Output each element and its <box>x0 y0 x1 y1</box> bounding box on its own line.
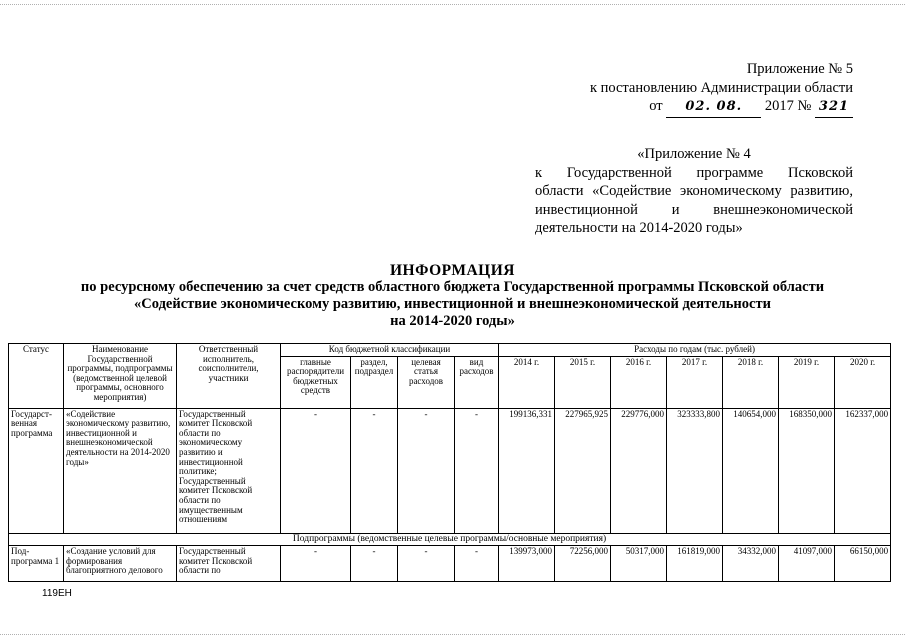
header-target-item: целевая статья расходов <box>398 356 455 408</box>
header-executor: Ответственный исполнитель, соисполнители, участники <box>177 344 281 409</box>
subprograms-heading: Подпрограммы (ведомственные целевые программы/основные мероприятия) <box>9 533 891 546</box>
header-expense-type: вид расходов <box>455 356 499 408</box>
header-year-2016: 2016 г. <box>611 356 667 408</box>
appendix-5-date-line <box>523 97 853 118</box>
row-executor: Государственный комитет Псковской области по <box>177 546 281 582</box>
row-code-type: - <box>455 546 499 582</box>
appendix-5-resolution: к постановлению Администрации области <box>589 79 853 96</box>
header-name: Наименование Государственной программы, подпрограммы (ведомственной целевой программы, основного мероприятия) <box>64 344 177 409</box>
row-name: «Создание условий для формирования благоприятного делового <box>64 546 177 582</box>
row-value-2017: 323333,800 <box>667 408 723 533</box>
header-year-2014: 2014 г. <box>499 356 555 408</box>
footer-code: 119ЕН <box>42 588 72 599</box>
row-value-2014: 199136,331 <box>499 408 555 533</box>
header-status: Статус <box>9 344 64 409</box>
row-executor: Государственный комитет Псковской области по экономическому развитию и инвестиционной политике; Государственный комитет Псковской области по имущественным отношениям <box>177 408 281 533</box>
row-value-2014: 139973,000 <box>499 546 555 582</box>
row-value-2018: 140654,000 <box>723 408 779 533</box>
appendix-4-block <box>535 145 853 238</box>
from-label: от <box>649 98 663 114</box>
row-value-2020: 162337,000 <box>835 408 891 533</box>
header-section: раздел, подраздел <box>351 356 398 408</box>
title-line-3: «Содействие экономическому развитию, инвестиционной и внешнеэкономической деятельности <box>134 296 771 312</box>
row-code-type: - <box>455 408 499 533</box>
appendix-4-line-5: деятельности на 2014-2020 годы» <box>535 220 743 236</box>
header-year-2020: 2020 г. <box>835 356 891 408</box>
row-status: Государст-венная программа <box>9 408 64 533</box>
resources-table <box>8 343 891 582</box>
header-year-2018: 2018 г. <box>723 356 779 408</box>
document-title <box>20 262 885 330</box>
row-value-2015: 227965,925 <box>555 408 611 533</box>
handwritten-date: 02. 08. <box>666 98 761 118</box>
row-value-2015: 72256,000 <box>555 546 611 582</box>
appendix-4-line-3: области «Содействие экономическому развитию, <box>535 183 853 199</box>
header-year-2017: 2017 г. <box>667 356 723 408</box>
title-line-4: на 2014-2020 годы» <box>390 313 515 329</box>
header-main-manager: главные распорядители бюджетных средств <box>281 356 351 408</box>
row-value-2017: 161819,000 <box>667 546 723 582</box>
appendix-5-block <box>523 60 853 118</box>
handwritten-number: 321 <box>815 98 853 118</box>
row-code-target: - <box>398 546 455 582</box>
row-name: «Содействие экономическому развитию, инвестиционной и внешнеэкономической деятельности на 2014-2020 годы» <box>64 408 177 533</box>
appendix-4-title: «Приложение № 4 <box>637 146 751 162</box>
row-code-main-manager: - <box>281 546 351 582</box>
row-value-2019: 168350,000 <box>779 408 835 533</box>
row-code-target: - <box>398 408 455 533</box>
row-code-section: - <box>351 408 398 533</box>
header-budget-code: Код бюджетной классификации <box>281 344 499 357</box>
appendix-4-line-4: инвестиционной и внешнеэкономической <box>535 201 853 218</box>
row-code-main-manager: - <box>281 408 351 533</box>
top-scan-edge <box>0 4 905 6</box>
row-value-2020: 66150,000 <box>835 546 891 582</box>
bottom-scan-edge <box>0 634 905 636</box>
row-value-2018: 34332,000 <box>723 546 779 582</box>
header-year-2019: 2019 г. <box>779 356 835 408</box>
title-heading: ИНФОРМАЦИЯ <box>390 262 515 279</box>
year-number-label: 2017 № <box>764 98 812 114</box>
table-row <box>9 408 891 533</box>
header-expenses: Расходы по годам (тыс. рублей) <box>499 344 891 357</box>
appendix-5-title: Приложение № 5 <box>746 61 853 77</box>
table-row <box>9 546 891 582</box>
header-year-2015: 2015 г. <box>555 356 611 408</box>
row-value-2019: 41097,000 <box>779 546 835 582</box>
subprograms-heading-row <box>9 533 891 546</box>
row-code-section: - <box>351 546 398 582</box>
row-status: Под-программа 1 <box>9 546 64 582</box>
row-value-2016: 50317,000 <box>611 546 667 582</box>
row-value-2016: 229776,000 <box>611 408 667 533</box>
title-line-2: по ресурсному обеспечению за счет средств областного бюджета Государственной программы Псковской области <box>80 279 825 295</box>
table-header-row-1 <box>9 344 891 357</box>
appendix-4-line-2: к Государственной программе Псковской <box>535 164 853 181</box>
